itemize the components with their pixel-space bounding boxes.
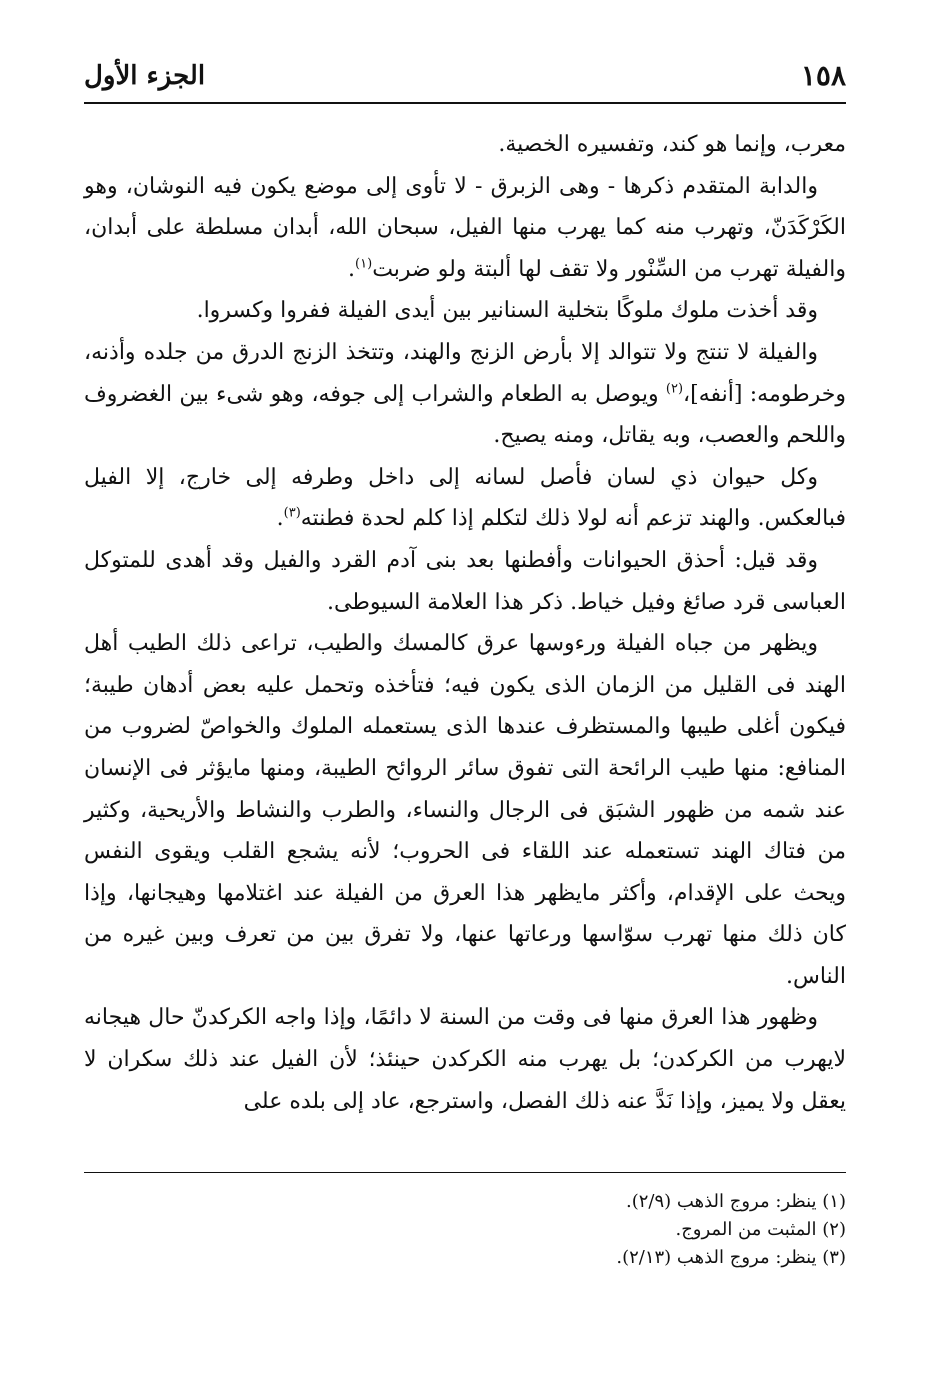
paragraph-text: وكل حيوان ذي لسان فأصل لسانه إلى داخل وطرفه إلى خارج، إلا الفيل فبالعكس. والهند تزعم أنه لولا ذلك لتكلم إذا كلم لحدة فطنته <box>84 464 846 532</box>
paragraph-text: وقد قيل: أحذق الحيوانات وأفطنها بعد بنى آدم القرد والفيل وقد أهدى للمتوكل العباسى قرد صائغ وفيل خياط. ذكر هذا العلامة السيوطى. <box>84 547 846 615</box>
paragraph-text: والفيلة لا تنتج ولا تتوالد إلا بأرض الزنج والهند، وتتخذ الزنج الدرق من جلده وأذنه، وخرطومه: [أنفه]، <box>84 339 846 407</box>
paragraph-3 <box>84 290 846 332</box>
paragraph-text: وظهور هذا العرق منها فى وقت من السنة لا دائمًا، وإذا واجه الكركدنّ حال هيجانه لايهرب من الكركدن؛ بل يهرب منه الكركدن حينئذ؛ لأن الفيل عند ذلك سكران لا يعقل ولا يميز، وإذا نَدَّ عنه ذلك الفصل، واسترجع، عاد إلى بلده على <box>84 1005 846 1114</box>
footnote-ref-1: (١) <box>355 256 373 272</box>
part-title: الجزء الأول <box>84 61 206 91</box>
paragraph-text-tail: ويوصل به الطعام والشراب إلى جوفه، وهو شىء بين الغضروف واللحم والعصب، وبه يقاتل، ومنه يصيح. <box>84 381 846 449</box>
paragraph-text: والدابة المتقدم ذكرها - وهى الزبرق - لا تأوى إلى موضع يكون فيه النوشان، وهو الكَرْكَدَنّ، وتهرب منه كما يهرب منها الفيل، سبحان الله، أبدان مسلطة على أبدان، والفيلة تهرب من السِّنْور ولا تقف لها ألبتة ولو ضربت <box>84 173 846 282</box>
paragraph-text: وقد أخذت ملوك ملوكًا بتخلية السنانير بين أيدى الفيلة ففروا وكسروا. <box>196 298 818 324</box>
running-head <box>84 56 846 96</box>
paragraph-4 <box>84 332 846 457</box>
paragraph-7 <box>84 623 846 997</box>
paragraph-text: معرب، وإنما هو كند، وتفسيره الخصية. <box>498 132 846 157</box>
footnotes <box>84 1188 846 1272</box>
paragraph-text-tail: . <box>276 506 284 532</box>
paragraph-6 <box>84 540 846 623</box>
header-rule <box>84 102 846 104</box>
paragraph-8 <box>84 997 846 1122</box>
body-text <box>84 124 846 1122</box>
paragraph-text-tail: . <box>348 256 356 282</box>
paragraph-5 <box>84 457 846 540</box>
footnote-2: (٢) المثبت من المروج. <box>675 1219 846 1240</box>
footnote-rule <box>84 1172 846 1173</box>
footnote-ref-2: (٢) <box>665 381 684 397</box>
paragraph-text: ويظهر من جباه الفيلة ورءوسها عرق كالمسك والطيب، تراعى ذلك الطيب أهل الهند فى القليل من الزمان الذى يكون فيه؛ فتأخذه وتحمل عليه بعض أدهان طيبة؛ فيكون أغلى طيبها والمستظرف عندها الذى يستعمله الملوك والخواصّ لضروب من المنافع: منها طيب الرائحة التى تفوق سائر الروائح الطيبة، ومنها مايؤثر فى الإنسان عند شمه من ظهور الشبَق فى الرجال والنساء، والطرب والنشاط والأريحية، وكثير من فتاك الهند تستعمله عند اللقاء فى الحروب؛ لأنه يشجع القلب ويقوى النفس ويحث على الإقدام، وأكثر مايظهر هذا العرق من الفيلة عند اغتلامها وهيجانها، وإذا كان ذلك منها تهرب سوّاسها ورعاتها عنها، ولا تفرق بين من تعرف وبين غيره من الناس. <box>84 631 846 989</box>
page-number: ١٥٨ <box>800 59 846 92</box>
footnote-3: (٣) ينظر: مروج الذهب (٢/١٣). <box>616 1247 846 1268</box>
paragraph-2 <box>84 166 846 291</box>
footnote-ref-3: (٣) <box>283 506 301 522</box>
paragraph-1 <box>84 124 846 166</box>
footnote-1: (١) ينظر: مروج الذهب (٢/٩). <box>626 1191 846 1212</box>
